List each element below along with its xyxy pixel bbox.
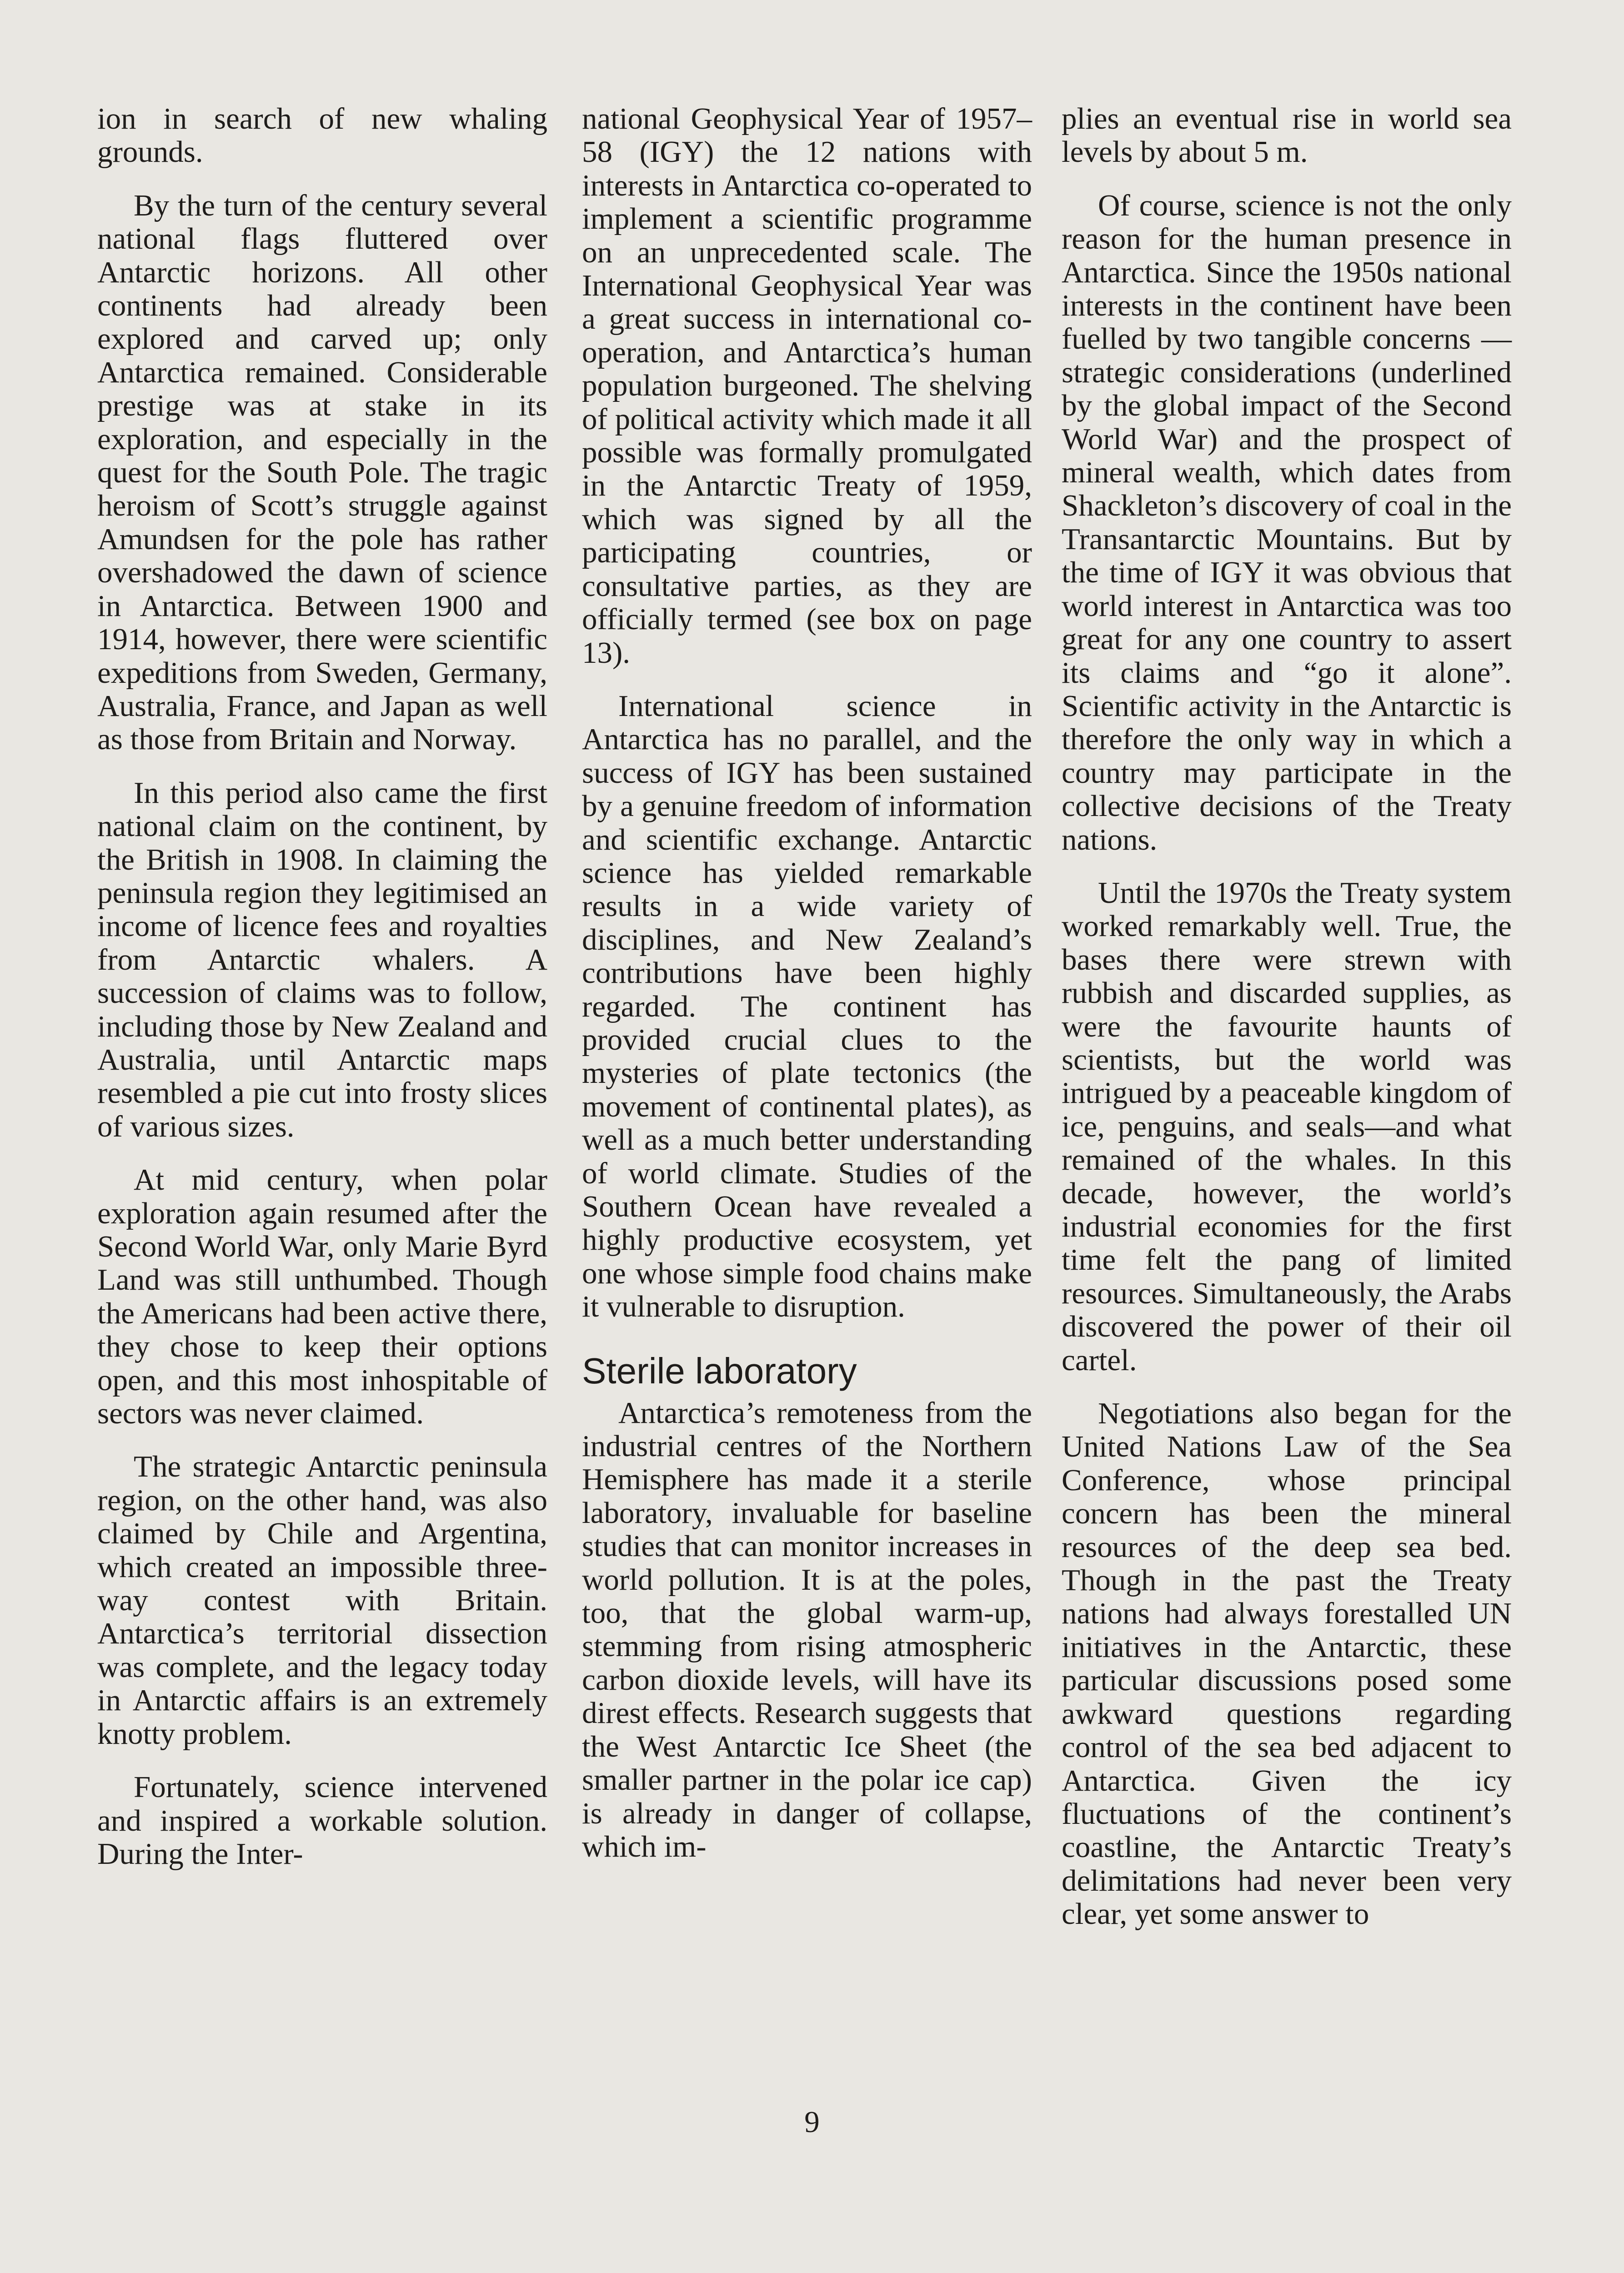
paragraph: In this period also came the first national claim on the continent, by the British in 1908. In claiming the peninsula region they legitimised an income of licence fees and royalties from Antarctic whalers. A succession of claims was to follow, including those by New Zealand and Australia, until Antarctic maps resembled a pie cut into frosty slices of various sizes. xyxy=(97,776,547,1143)
text-column-1 xyxy=(97,102,547,1891)
paragraph: At mid century, when polar exploration again resumed after the Second World War, only Marie Byrd Land was still unthumbed. Though the Americans had been active there, they chose to keep their options open, and this most inhospitable of sectors was never claimed. xyxy=(97,1163,547,1431)
paragraph: ion in search of new whaling grounds. xyxy=(97,102,547,169)
paragraph: Until the 1970s the Treaty system worked remarkably well. True, the bases there were strewn with rubbish and discarded supplies, as were the favourite haunts of scientists, but the world was intrigued by a peaceable kingdom of ice, penguins, and seals—and what remained of the whales. In this decade, however, the world’s industrial economies for the first time felt the pang of limited resources. Simultaneously, the Arabs discovered the power of their oil cartel. xyxy=(1062,876,1512,1377)
paragraph: Fortunately, science intervened and inspired a workable solution. During the Inter- xyxy=(97,1770,547,1871)
paragraph: plies an eventual rise in world sea levels by about 5 m. xyxy=(1062,102,1512,169)
paragraph: International science in Antarctica has no parallel, and the success of IGY has been sustained by a genuine freedom of information and scientific exchange. Antarctic science has yielded remarkable results in a wide variety of disciplines, and New Zealand’s contributions have been highly regarded. The continent has provided crucial clues to the mysteries of plate tectonics (the movement of continental plates), as well as a much better understanding of world climate. Studies of the Southern Ocean have revealed a highly productive ecosystem, yet one whose simple food chains make it vulnerable to disruption. xyxy=(582,689,1032,1324)
paragraph: Negotiations also began for the United Nations Law of the Sea Conference, whose principal concern has been the mineral resources of the deep sea bed. Though in the past the Treaty nations had always forestalled UN initiatives in the Antarctic, these particular discussions posed some awkward questions regarding control of the sea bed adjacent to Antarctica. Given the icy fluctuations of the continent’s coastline, the Antarctic Treaty’s delimitations had never been very clear, yet some answer to xyxy=(1062,1397,1512,1931)
section-heading: Sterile laboratory xyxy=(582,1350,857,1391)
paragraph: national Geophysical Year of 1957–58 (IGY) the 12 nations with interests in Antarctica co-operated to implement a scientific programme on an unprecedented scale. The International Geophysical Year was a great success in international co-operation, and Antarctica’s human population burgeoned. The shelving of political activity which made it all possible was formally promulgated in the Antarctic Treaty of 1959, which was signed by all the participating countries, or consultative parties, as they are officially termed (see box on page 13). xyxy=(582,102,1032,670)
paragraph: By the turn of the century several national flags fluttered over Antarctic horizons. All other continents had already been explored and carved up; only Antarctica remained. Considerable prestige was at stake in its exploration, and especially in the quest for the South Pole. The tragic heroism of Scott’s struggle against Amundsen for the pole has rather overshadowed the dawn of science in Antarctica. Between 1900 and 1914, however, there were scientific expeditions from Sweden, Germany, Australia, France, and Japan as well as those from Britain and Norway. xyxy=(97,188,547,756)
text-column-2 xyxy=(582,102,1032,1883)
paragraph: The strategic Antarctic peninsula region, on the other hand, was also claimed by Chile and Argentina, which created an impossible three-way contest with Britain. Antarctica’s territorial dissection was complete, and the legacy today in Antarctic affairs is an extremely knotty problem. xyxy=(97,1450,547,1751)
paragraph: Of course, science is not the only reason for the human presence in Antarctica. Since the 1950s national interests in the continent have been fuelled by two tangible concerns — strategic considerations (underlined by the global impact of the Second World War) and the prospect of mineral wealth, which dates from Shackleton’s discovery of coal in the Transantarctic Mountains. But by the time of IGY it was obvious that world interest in Antarctica was too great for any one country to assert its claims and “go it alone”. Scientific activity in the Antarctic is therefore the only way in which a country may participate in the collective decisions of the Treaty nations. xyxy=(1062,188,1512,856)
paragraph: Antarctica’s remoteness from the industrial centres of the Northern Hemisphere has made it a sterile laboratory, invaluable for baseline studies that can monitor increases in world pollution. It is at the poles, too, that the global warm-up, stemming from rising atmospheric carbon dioxide levels, will have its direst effects. Research suggests that the West Antarctic Ice Sheet (the smaller partner in the polar ice cap) is already in danger of collapse, which im- xyxy=(582,1396,1032,1863)
page-number: 9 xyxy=(804,2105,820,2139)
text-column-3 xyxy=(1062,102,1512,1951)
